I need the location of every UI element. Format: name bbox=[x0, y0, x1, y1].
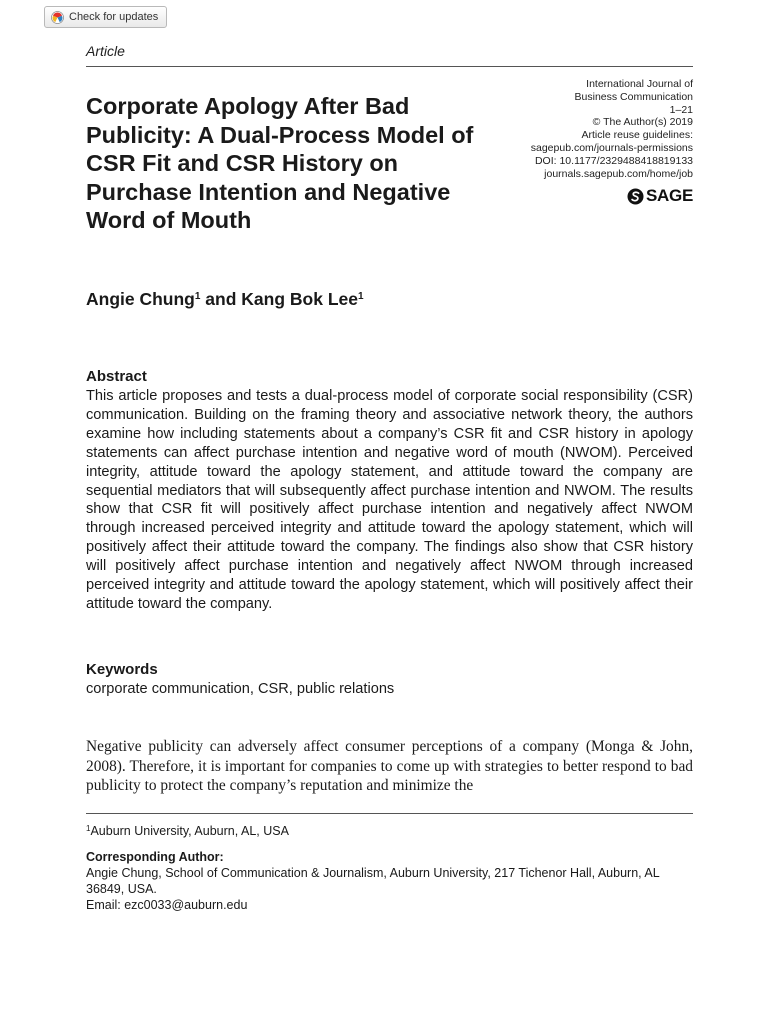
doi-link[interactable]: DOI: 10.1177/2329488418819133 bbox=[534, 154, 693, 167]
body-paragraph: Negative publicity can adversely affect consumer perceptions of a company (Monga & John, 2008). Therefore, it is important for companies to come up with strategies to better respond to bad publicity to protect the company’s reputation and minimize the bbox=[86, 738, 693, 794]
affiliation-marker: 1 bbox=[194, 291, 201, 302]
reuse-guidelines-label: Article reuse guidelines: bbox=[581, 129, 693, 142]
check-for-updates-button[interactable] bbox=[44, 6, 167, 28]
footnote-divider bbox=[86, 813, 693, 814]
copyright: © The Author(s) 2019 bbox=[592, 116, 693, 129]
affiliation-marker: 1 bbox=[357, 291, 364, 302]
corresponding-author-details bbox=[86, 865, 696, 913]
abstract-heading: Abstract bbox=[86, 368, 147, 385]
sage-logo-icon bbox=[627, 188, 644, 205]
corresponding-author-heading: Corresponding Author: bbox=[86, 850, 224, 864]
author-conjunction: and bbox=[200, 289, 242, 309]
keywords-heading: Keywords bbox=[86, 661, 158, 678]
header-divider bbox=[86, 66, 693, 67]
journal-metadata bbox=[473, 78, 693, 180]
abstract-text: This article proposes and tests a dual-process model of corporate social responsibility (CSR) communication. Building on the framing theory and associative network theory, the authors examine how including statements about a company’s CSR fit and CSR history in apology statements can affect purchase intention and negative word of mouth (NWOM). Perceived integrity, attitude toward the apology statement, and attitude toward the company are sequential mediators that will subsequently affect purchase intention and NWOM. The results show that CSR fit will positively affect purchase intention and negatively affect NWOM through increased perceived integrity and attitude toward the apology statement, which will positively affect their attitude toward the company. The findings also show that CSR history will positively affect purchase intention and negatively affect NWOM through increased perceived integrity and attitude toward the apology statement, which will positively affect their attitude toward the company. bbox=[86, 388, 693, 612]
article-type-label: Article bbox=[86, 43, 125, 59]
page-range: 1–21 bbox=[669, 103, 693, 116]
keywords-text: corporate communication, CSR, public relations bbox=[86, 681, 395, 697]
permissions-link[interactable]: sagepub.com/journals-permissions bbox=[530, 141, 693, 154]
journal-name-line1: International Journal of bbox=[586, 78, 693, 90]
author-list bbox=[86, 289, 364, 310]
journal-homepage-link[interactable]: journals.sagepub.com/home/job bbox=[544, 167, 693, 180]
corresponding-author-address: Angie Chung, School of Communication & Journalism, Auburn University, 217 Tichenor Hall, Auburn, AL 36849, USA. bbox=[86, 866, 660, 896]
journal-name-line2: Business Communication bbox=[574, 90, 693, 103]
affiliation-footnote-marker: 1 bbox=[86, 824, 91, 833]
author-name: Kang Bok Lee bbox=[241, 289, 358, 309]
affiliation-text: Auburn University, Auburn, AL, USA bbox=[90, 824, 289, 838]
sage-logo-text: SAGE bbox=[646, 186, 693, 205]
crossmark-icon bbox=[51, 11, 64, 24]
author-name: Angie Chung bbox=[86, 289, 195, 309]
check-for-updates-label: Check for updates bbox=[69, 11, 159, 23]
affiliation-footnote bbox=[86, 824, 289, 838]
corresponding-author-email[interactable]: Email: ezc0033@auburn.edu bbox=[86, 898, 248, 912]
article-title: Corporate Apology After Bad Publicity: A Dual-Process Model of CSR Fit and CSR History on Purchase Intention and Negative Word of Mouth bbox=[86, 93, 474, 233]
sage-logo bbox=[627, 186, 693, 206]
